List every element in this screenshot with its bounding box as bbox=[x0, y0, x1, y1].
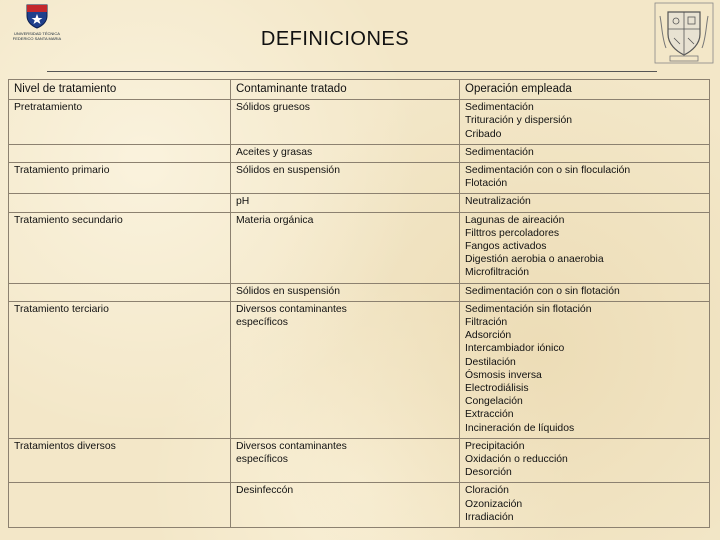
university-logo bbox=[2, 0, 72, 64]
coat-of-arms-icon bbox=[654, 2, 714, 64]
contaminant-cell: Sólidos en suspensión bbox=[231, 163, 460, 194]
definitions-table bbox=[8, 79, 710, 528]
level-cell bbox=[9, 194, 231, 212]
level-cell: Tratamiento secundario bbox=[9, 212, 231, 283]
operation-cell: Precipitación Oxidación o reducción Desorción bbox=[460, 438, 710, 483]
level-cell: Tratamientos diversos bbox=[9, 438, 231, 483]
contaminant-cell: Desinfeccón bbox=[231, 483, 460, 528]
contaminant-cell: Diversos contaminantes específicos bbox=[231, 301, 460, 438]
page-title: DEFINICIONES bbox=[260, 28, 410, 50]
table-row bbox=[9, 301, 710, 438]
table-row bbox=[9, 483, 710, 528]
contaminant-cell: Aceites y grasas bbox=[231, 144, 460, 162]
level-cell bbox=[9, 144, 231, 162]
table-row bbox=[9, 100, 710, 145]
contaminant-cell: pH bbox=[231, 194, 460, 212]
university-shield-icon bbox=[24, 3, 50, 29]
table-row bbox=[9, 194, 710, 212]
level-cell bbox=[9, 483, 231, 528]
level-cell bbox=[9, 283, 231, 301]
operation-cell: Cloración Ozonización Irradiación bbox=[460, 483, 710, 528]
contaminant-cell: Materia orgánica bbox=[231, 212, 460, 283]
level-cell: Tratamiento primario bbox=[9, 163, 231, 194]
header-nivel: Nivel de tratamiento bbox=[9, 80, 231, 100]
level-cell: Tratamiento terciario bbox=[9, 301, 231, 438]
operation-cell: Sedimentación con o sin flotación bbox=[460, 283, 710, 301]
contaminant-cell: Sólidos en suspensión bbox=[231, 283, 460, 301]
header-contaminante: Contaminante tratado bbox=[231, 80, 460, 100]
operation-cell: Neutralización bbox=[460, 194, 710, 212]
contaminant-cell: Diversos contaminantes específicos bbox=[231, 438, 460, 483]
table-row bbox=[9, 438, 710, 483]
operation-cell: Sedimentación con o sin floculación Flotación bbox=[460, 163, 710, 194]
table-row bbox=[9, 144, 710, 162]
operation-cell: Sedimentación sin flotación Filtración Adsorción Intercambiador iónico Destilación Ósmosis inversa Electrodiálisis Congelación Extracción Incineración de líquidos bbox=[460, 301, 710, 438]
contaminant-cell: Sólidos gruesos bbox=[231, 100, 460, 145]
header-operacion: Operación empleada bbox=[460, 80, 710, 100]
operation-cell: Sedimentación Trituración y dispersión Cribado bbox=[460, 100, 710, 145]
title-divider bbox=[47, 71, 657, 72]
table-row bbox=[9, 283, 710, 301]
table-header-row bbox=[9, 80, 710, 100]
operation-cell: Lagunas de aireación Filttros percoladores Fangos activados Digestión aerobia o anaerobia Microfiltración bbox=[460, 212, 710, 283]
university-logo-text: UNIVERSIDAD TÉCNICA FEDERICO SANTA MARIA bbox=[12, 31, 62, 41]
table-row bbox=[9, 163, 710, 194]
table-row bbox=[9, 212, 710, 283]
level-cell: Pretratamiento bbox=[9, 100, 231, 145]
operation-cell: Sedimentación bbox=[460, 144, 710, 162]
